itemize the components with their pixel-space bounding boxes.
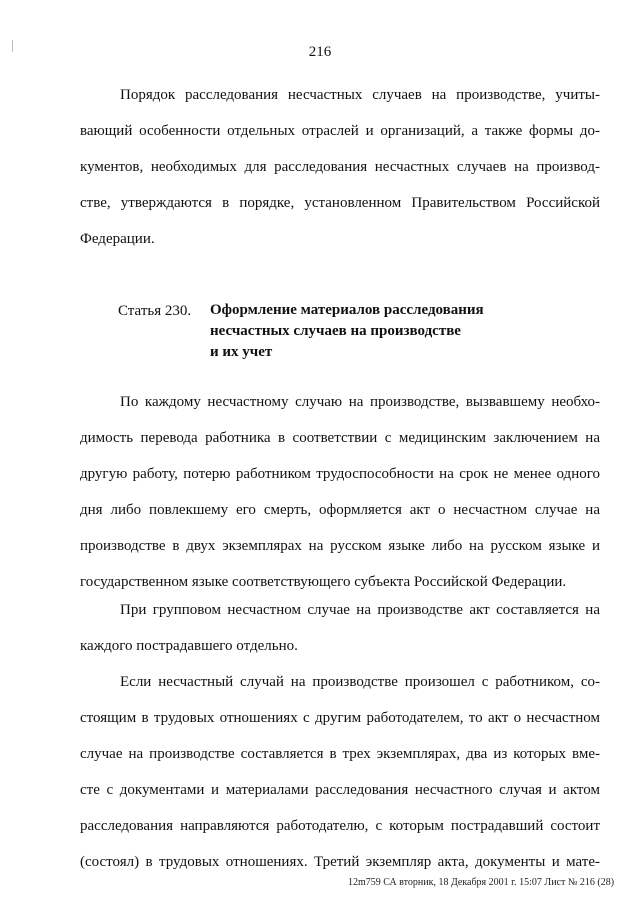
text-line: каждого пострадавшего отдельно. bbox=[80, 638, 298, 654]
text-line: государственном языке соответствующего субъекта Российской Федерации. bbox=[80, 574, 567, 590]
page-number: 216 bbox=[308, 44, 332, 60]
article-title bbox=[210, 300, 484, 363]
intro-paragraph bbox=[80, 77, 600, 257]
text-line: производстве в двух экземплярах на русском языке либо на русском языке и bbox=[80, 538, 600, 554]
text-line: По каждому несчастному случаю на производстве, вызвавшему необхо- bbox=[120, 394, 600, 410]
text-line: При групповом несчастном случае на производстве акт составляется на bbox=[120, 602, 600, 618]
text-line: стве, утверждаются в порядке, установленном Правительством Российской bbox=[80, 195, 600, 211]
article-title-line: несчастных случаев на производстве bbox=[210, 323, 461, 339]
text-line: Если несчастный случай на производстве произошел с работником, со- bbox=[120, 674, 600, 690]
text-line: вающий особенности отдельных отраслей и организаций, а также формы до- bbox=[80, 123, 600, 139]
text-line: стоящим в трудовых отношениях с другим работодателем, то акт о несчастном bbox=[80, 710, 600, 726]
body-paragraph bbox=[80, 664, 600, 880]
text-line: Порядок расследования несчастных случаев на производстве, учиты- bbox=[120, 87, 600, 103]
article-number: Статья 230. bbox=[118, 303, 192, 319]
text-line: (состоял) в трудовых отношениях. Третий экземпляр акта, документы и мате- bbox=[80, 854, 600, 870]
text-line: дня либо повлекшему его смерть, оформляется акт о несчастном случае на bbox=[80, 502, 600, 518]
text-line: кументов, необходимых для расследования несчастных случаев на производ- bbox=[80, 159, 600, 175]
text-line: димость перевода работника в соответствии с медицинским заключением на bbox=[80, 430, 600, 446]
text-line: Федерации. bbox=[80, 231, 155, 247]
text-line: сте с документами и материалами расследования несчастного случая и актом bbox=[80, 782, 600, 798]
article-title-line: Оформление материалов расследования bbox=[210, 302, 484, 318]
print-footer: 12m759 СА вторник, 18 Декабря 2001 г. 15:07 Лист № 216 (28) bbox=[348, 877, 615, 888]
body-paragraph bbox=[80, 384, 600, 600]
text-line: другую работу, потерю работником трудоспособности на срок не менее одного bbox=[80, 466, 600, 482]
text-line: случае на производстве составляется в трех экземплярах, два из которых вме- bbox=[80, 746, 600, 762]
body-paragraph bbox=[80, 592, 600, 664]
article-title-line: и их учет bbox=[210, 344, 273, 360]
text-line: расследования направляются работодателю, с которым пострадавший состоит bbox=[80, 818, 600, 834]
